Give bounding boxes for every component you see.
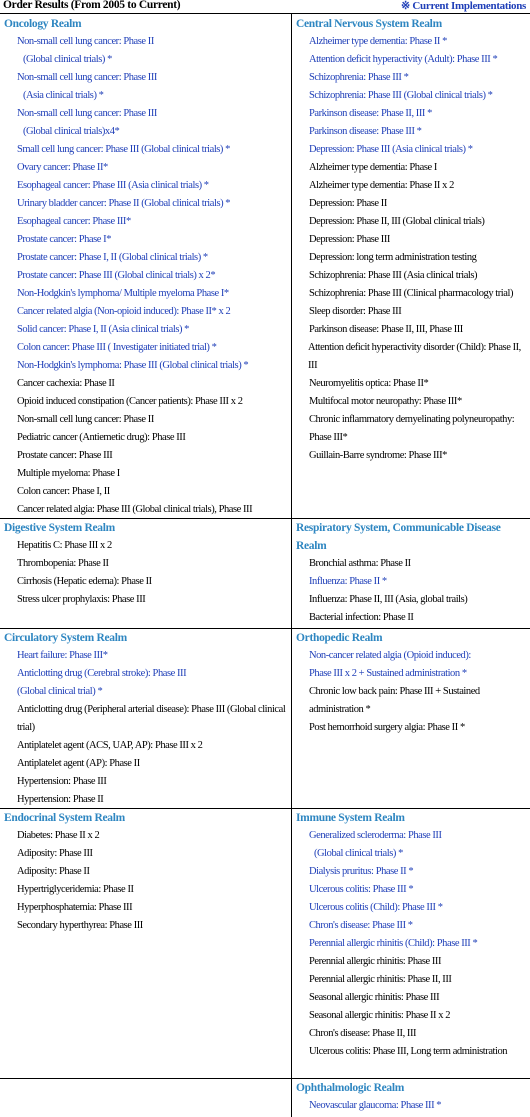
list-item: Parkinson disease: Phase II, III *: [309, 108, 432, 119]
list-item: Non-small cell lung cancer: Phase III: [17, 108, 157, 119]
list-item: Hyperphosphatemia: Phase III: [17, 902, 133, 913]
list-item: Chron's disease: Phase III *: [309, 920, 413, 931]
list-item: Bacterial infection: Phase II: [309, 612, 414, 623]
list-item: Parkinson disease: Phase III *: [309, 126, 422, 137]
list-item: Hypertension: Phase II: [17, 794, 104, 805]
list-item: Alzheimer type dementia: Phase II *: [309, 36, 447, 47]
list-item: Esophageal cancer: Phase III*: [17, 216, 131, 227]
circulatory-realm-title: Circulatory System Realm: [4, 632, 127, 644]
list-item: Depression: Phase II: [309, 198, 387, 209]
page-header: [0, 0, 530, 14]
list-item: Schizophrenia: Phase III (Clinical pharmacology trial): [309, 288, 513, 299]
list-item: Stress ulcer prophylaxis: Phase III: [17, 594, 146, 605]
list-item: Anticlotting drug (Peripheral arterial disease): Phase III (Global clinical trial): [17, 704, 286, 733]
list-item: Perennial allergic rhinitis: Phase II, III: [309, 974, 452, 985]
list-item: Sleep disorder: Phase III: [309, 306, 402, 317]
list-item: Cirrhosis (Hepatic edema): Phase II: [17, 576, 152, 587]
list-item: Non-cancer related algia (Opioid induced):: [309, 650, 471, 661]
list-item: Alzheimer type dementia: Phase I: [309, 162, 437, 173]
list-item: Multiple myeloma: Phase I: [17, 468, 120, 479]
list-item: Attention deficit hyperactivity (Adult): Phase III *: [309, 54, 498, 65]
list-item: Prostate cancer: Phase III (Global clinical trials) x 2*: [17, 270, 216, 281]
list-item: Schizophrenia: Phase III (Asia clinical trials): [309, 270, 478, 281]
list-item: Ulcerous colitis (Child): Phase III *: [309, 902, 443, 913]
list-item: Esophageal cancer: Phase III (Asia clinical trials) *: [17, 180, 209, 191]
list-item: Generalized scleroderma: Phase III: [309, 830, 442, 841]
list-item: Schizophrenia: Phase III *: [309, 72, 409, 83]
list-item: Hepatitis C: Phase III x 2: [17, 540, 112, 551]
list-item: (Global clinical trials)x4*: [23, 126, 120, 137]
results-table: [0, 13, 530, 1117]
list-item: Anticlotting drug (Cerebral stroke): Phase III: [17, 668, 187, 679]
list-item: Alzheimer type dementia: Phase II x 2: [309, 180, 454, 191]
list-item: Non-small cell lung cancer: Phase II: [17, 414, 154, 425]
digestive-realm-title: Digestive System Realm: [4, 522, 115, 534]
list-item: Depression: Phase III (Asia clinical trials) *: [309, 144, 473, 155]
orthopedic-realm-cell: [292, 629, 530, 808]
list-item: Ulcerous colitis: Phase III *: [309, 884, 414, 895]
list-item: Chronic inflammatory demyelinating polyneuropathy: Phase III*: [309, 414, 515, 443]
page-title: Order Results (From 2005 to Current): [3, 0, 181, 11]
digestive-realm-cell: [0, 519, 291, 628]
list-item: Opioid induced constipation (Cancer patients): Phase III x 2: [17, 396, 243, 407]
list-item: Colon cancer: Phase III ( Investigater initiated trial) *: [17, 342, 217, 353]
list-item: (Global clinical trial) *: [17, 686, 103, 697]
list-item: Adiposity: Phase III: [17, 848, 93, 859]
list-item: Prostate cancer: Phase III: [17, 450, 113, 461]
list-item: Multifocal motor neuropathy: Phase III*: [309, 396, 462, 407]
list-item: Hypertriglyceridemia: Phase II: [17, 884, 134, 895]
list-item: Non-small cell lung cancer: Phase II: [17, 36, 154, 47]
list-item: Small cell lung cancer: Phase III (Global clinical trials) *: [17, 144, 230, 155]
endocrinal-realm-title: Endocrinal System Realm: [4, 812, 125, 824]
list-item: Bronchial asthma: Phase II: [309, 558, 411, 569]
ophthalmologic-realm-cell: [292, 1079, 530, 1117]
list-item: Secondary hyperthyrea: Phase III: [17, 920, 143, 931]
list-item: (Global clinical trials) *: [314, 848, 403, 859]
orthopedic-realm-title: Orthopedic Realm: [296, 632, 383, 644]
list-item: Neuromyelitis optica: Phase II*: [309, 378, 429, 389]
list-item: Hypertension: Phase III: [17, 776, 107, 787]
list-item: Antiplatelet agent (ACS, UAP, AP): Phase III x 2: [17, 740, 203, 751]
list-item: Adiposity: Phase II: [17, 866, 90, 877]
list-item: (Asia clinical trials) *: [23, 90, 104, 101]
list-item: Cancer related algia: Phase III (Global clinical trials), Phase III: [17, 504, 253, 515]
cns-realm-title: Central Nervous System Realm: [296, 18, 442, 30]
list-item: Depression: Phase III: [309, 234, 390, 245]
list-item: Influenza: Phase II, III (Asia, global trails): [309, 594, 468, 605]
list-item: Heart failure: Phase III*: [17, 650, 108, 661]
list-item: Chronic low back pain: Phase III + Sustained administration *: [309, 686, 480, 715]
ophthalmologic-realm-title: Ophthalmologic Realm: [296, 1082, 405, 1094]
list-item: Ovary cancer: Phase II*: [17, 162, 108, 173]
list-item: Phase III x 2 + Sustained administration *: [309, 668, 467, 679]
list-item: Schizophrenia: Phase III (Global clinical trials) *: [309, 90, 493, 101]
list-item: Urinary bladder cancer: Phase II (Global clinical trials) *: [17, 198, 231, 209]
list-item: Colon cancer: Phase I, II: [17, 486, 110, 497]
list-item: Parkinson disease: Phase II, III, Phase III: [309, 324, 463, 335]
list-item: Perennial allergic rhinitis (Child): Phase III *: [309, 938, 478, 949]
respiratory-realm-title: Respiratory System, Communicable Disease Realm: [296, 522, 501, 552]
list-item: Ulcerous colitis: Phase III, Long term administration: [309, 1046, 508, 1057]
cns-realm-cell: [292, 15, 530, 518]
list-item: Seasonal allergic rhinitis: Phase III: [309, 992, 440, 1003]
list-item: Non-Hodgkin's lymphoma/ Multiple myeloma Phase I*: [17, 288, 229, 299]
immune-realm-title: Immune System Realm: [296, 812, 405, 824]
current-implementations-legend: ※ Current Implementations: [401, 0, 526, 12]
list-item: Perennial allergic rhinitis: Phase III: [309, 956, 441, 967]
immune-realm-cell: [292, 809, 530, 1078]
oncology-realm-cell: [0, 15, 291, 518]
empty-cell: [0, 1079, 291, 1117]
list-item: Prostate cancer: Phase I, II (Global clinical trials) *: [17, 252, 208, 263]
list-item: Depression: long term administration testing: [309, 252, 477, 263]
list-item: Seasonal allergic rhinitis: Phase II x 2: [309, 1010, 451, 1021]
list-item: Prostate cancer: Phase I*: [17, 234, 112, 245]
list-item: Thrombopenia: Phase II: [17, 558, 109, 569]
list-item: Chron's disease: Phase II, III: [309, 1028, 417, 1039]
list-item: Antiplatelet agent (AP): Phase II: [17, 758, 140, 769]
list-item: Cancer cachexia: Phase II: [17, 378, 115, 389]
list-item: Influenza: Phase II *: [309, 576, 387, 587]
list-item: Attention deficit hyperactivity disorder (Child): Phase II, III: [308, 342, 521, 371]
list-item: Pediatric cancer (Antiemetic drug): Phase III: [17, 432, 186, 443]
respiratory-realm-cell: [292, 519, 530, 628]
oncology-realm-title: Oncology Realm: [4, 18, 82, 30]
list-item: Diabetes: Phase II x 2: [17, 830, 100, 841]
list-item: (Global clinical trials) *: [23, 54, 112, 65]
list-item: Non-Hodgkin's lymphoma: Phase III (Global clinical trials) *: [17, 360, 249, 371]
list-item: Non-small cell lung cancer: Phase III: [17, 72, 157, 83]
list-item: Neovascular glaucoma: Phase III *: [309, 1100, 442, 1111]
list-item: Solid cancer: Phase I, II (Asia clinical trials) *: [17, 324, 189, 335]
list-item: Guillain-Barre syndrome: Phase III*: [309, 450, 447, 461]
endocrinal-realm-cell: [0, 809, 291, 1078]
list-item: Depression: Phase II, III (Global clinical trials): [309, 216, 485, 227]
list-item: Post hemorrhoid surgery algia: Phase II *: [309, 722, 465, 733]
list-item: Dialysis pruritus: Phase II *: [309, 866, 414, 877]
circulatory-realm-cell: [0, 629, 291, 808]
list-item: Cancer related algia (Non-opioid induced): Phase II* x 2: [17, 306, 231, 317]
